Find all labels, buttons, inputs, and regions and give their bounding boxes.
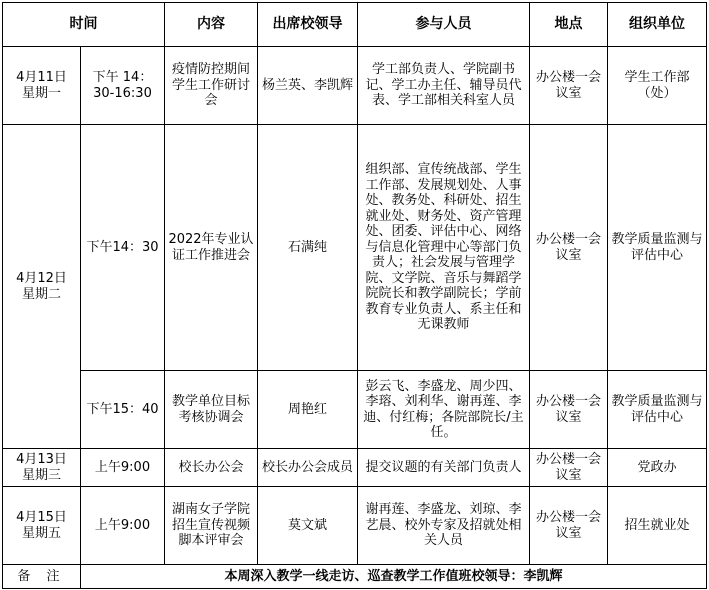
date-cell [3,449,81,487]
organizer-cell: 学生工作部（处） [608,47,707,125]
time-cell: 下午14：30 [81,125,165,371]
leader-cell: 校长办公会成员 [258,449,358,487]
date-cell [3,487,81,565]
leader-cell: 杨兰英、李凯辉 [258,47,358,125]
organizer-cell: 党政办 [608,449,707,487]
header-leader: 出席校领导 [258,3,358,47]
organizer-cell: 教学质量监测与评估中心 [608,371,707,449]
organizer-cell: 教学质量监测与评估中心 [608,125,707,371]
participants-cell: 学工部负责人、学院副书记、学工办主任、辅导员代表、学工部相关科室人员 [358,47,530,125]
note-label: 备 注 [3,565,81,589]
participants-cell: 彭云飞、李盛龙、周少四、李瑢、刘利华、谢再莲、李迪、付红梅；各院部院长/主任。 [358,371,530,449]
content-cell: 校长办公会 [165,449,258,487]
date-cell [3,125,81,449]
schedule-table [2,2,707,589]
time-cell: 下午15：40 [81,371,165,449]
header-time: 时间 [3,3,165,47]
table-row [3,125,707,371]
weekday: 星期五 [21,525,61,541]
time-cell: 上午9:00 [81,487,165,565]
leader-cell: 莫文斌 [258,487,358,565]
header-organizer: 组织单位 [608,3,707,47]
content-cell: 湖南女子学院招生宣传视频脚本评审会 [165,487,258,565]
location-cell: 办公楼一会议室 [530,449,608,487]
participants-cell: 提交议题的有关部门负责人 [358,449,530,487]
note-text: 本周深入教学一线走访、巡查教学工作值班校领导：李凯辉 [81,565,707,589]
note-row [3,565,707,589]
leader-cell: 周艳红 [258,371,358,449]
organizer-cell: 招生就业处 [608,487,707,565]
date: 4月13日 [16,452,67,467]
header-row [3,3,707,47]
participants-cell: 谢再莲、李盛龙、刘琼、李艺晨、校外专家及招就处相关人员 [358,487,530,565]
table-row [3,47,707,125]
location-cell: 办公楼一会议室 [530,125,608,371]
weekday: 星期三 [21,467,61,483]
date: 4月11日 [16,70,67,85]
table-row [3,371,707,449]
header-location: 地点 [530,3,608,47]
content-cell: 疫情防控期间学生工作研讨会 [165,47,258,125]
time-cell: 下午 14：30-16:30 [81,47,165,125]
leader-cell: 石满纯 [258,125,358,371]
content-cell: 教学单位目标考核协调会 [165,371,258,449]
table-row [3,487,707,565]
participants-cell: 组织部、宣传统战部、学生工作部、发展规划处、人事处、教务处、科研处、招生就业处、财务处、资产管理处、团委、评估中心、网络与信息化管理中心等部门负责人；社会发展与管理学院、文学院、音乐与舞蹈学院院长和教学副院长；学前教育专业负责人、系主任和无课教师 [358,125,530,371]
header-content: 内容 [165,3,258,47]
date-cell [3,47,81,125]
date: 4月12日 [16,271,67,286]
time-cell: 上午9:00 [81,449,165,487]
weekday: 星期一 [21,85,61,101]
location-cell: 办公楼一会议室 [530,371,608,449]
table-row [3,449,707,487]
content-cell: 2022年专业认证工作推进会 [165,125,258,371]
header-participants: 参与人员 [358,3,530,47]
location-cell: 办公楼一会议室 [530,47,608,125]
weekday: 星期二 [21,286,61,302]
location-cell: 办公楼一会议室 [530,487,608,565]
date: 4月15日 [16,510,67,525]
